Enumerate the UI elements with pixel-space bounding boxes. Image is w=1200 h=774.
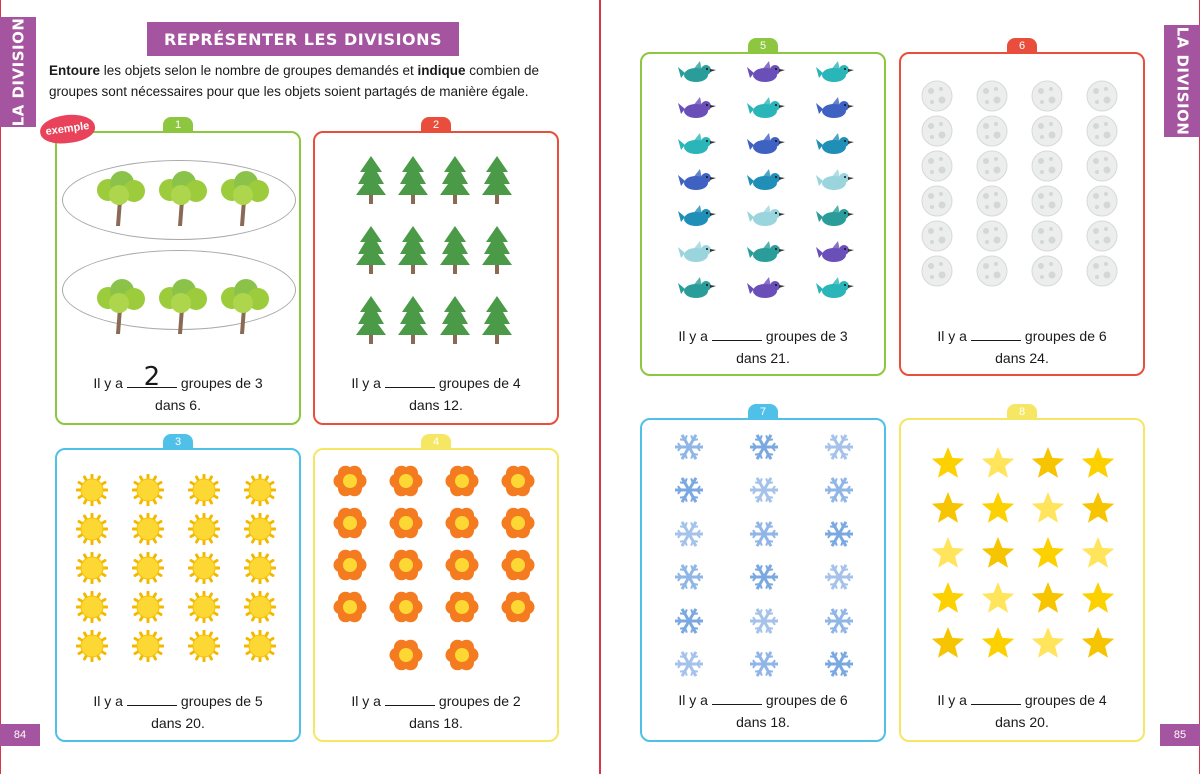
instruction-bold-indique: indique	[417, 63, 466, 78]
snowflake-icon	[823, 648, 855, 685]
moon-icon	[920, 114, 954, 153]
sun-icon	[76, 630, 108, 667]
snowflake-icon	[748, 648, 780, 685]
flower-icon	[333, 590, 367, 629]
caption-prefix: Il y a	[93, 375, 123, 391]
snowflake-icon	[823, 431, 855, 468]
flower-icon	[445, 506, 479, 545]
star-icon	[1080, 445, 1116, 486]
exercise-caption	[306, 690, 566, 734]
snowflake-icon	[823, 561, 855, 598]
snowflake-icon	[673, 474, 705, 511]
pine-tree-icon	[356, 294, 386, 349]
star-icon	[980, 445, 1016, 486]
snowflake-icon	[823, 605, 855, 642]
star-icon	[1080, 625, 1116, 666]
bird-icon	[678, 97, 716, 128]
tree-icon	[92, 170, 148, 231]
exercise-number-badge: 6	[1007, 38, 1037, 54]
exercise-caption	[633, 325, 893, 369]
caption-line-2: dans 20.	[995, 714, 1049, 730]
page-number-right: 85	[1160, 724, 1200, 746]
flower-icon	[445, 548, 479, 587]
tree-icon	[216, 170, 272, 231]
moon-icon	[1085, 149, 1119, 188]
exercise-caption	[48, 362, 308, 416]
pine-tree-icon	[398, 224, 428, 279]
exercise-number-badge: 7	[748, 404, 778, 420]
flower-icon	[333, 548, 367, 587]
moon-icon	[975, 79, 1009, 118]
flower-icon	[445, 464, 479, 503]
answer-blank[interactable]	[712, 327, 762, 341]
moon-icon	[975, 219, 1009, 258]
flower-icon	[389, 506, 423, 545]
star-icon	[930, 580, 966, 621]
snowflake-icon	[673, 648, 705, 685]
star-icon	[1030, 625, 1066, 666]
bird-icon	[816, 205, 854, 236]
exercise-caption	[633, 689, 893, 733]
pine-tree-icon	[482, 154, 512, 209]
caption-suffix: groupes de 3	[180, 375, 263, 391]
tree-icon	[154, 278, 210, 339]
side-tab-left	[0, 17, 36, 127]
answer-blank[interactable]	[385, 692, 435, 706]
snowflake-icon	[748, 605, 780, 642]
exercise-number-badge: 5	[748, 38, 778, 54]
flower-icon	[333, 464, 367, 503]
moon-icon	[1030, 254, 1064, 293]
star-icon	[930, 445, 966, 486]
moon-icon	[1030, 114, 1064, 153]
caption-suffix: groupes de 5	[180, 693, 263, 709]
star-icon	[980, 625, 1016, 666]
moon-icon	[975, 184, 1009, 223]
pine-tree-icon	[440, 224, 470, 279]
tree-icon	[216, 278, 272, 339]
caption-line-2: dans 6.	[155, 397, 201, 413]
bird-icon	[747, 97, 785, 128]
side-tab-label: LA DIVISION	[1173, 26, 1191, 136]
exercise-number-badge: 4	[421, 434, 451, 450]
caption-line-2: dans 18.	[409, 715, 463, 731]
snowflake-icon	[748, 431, 780, 468]
bird-icon	[816, 277, 854, 308]
bird-icon	[678, 205, 716, 236]
instructions	[49, 60, 589, 102]
pine-tree-icon	[398, 294, 428, 349]
sun-icon	[244, 474, 276, 511]
sun-icon	[132, 513, 164, 550]
caption-line-1	[306, 690, 566, 712]
caption-prefix: Il y a	[351, 693, 381, 709]
moon-icon	[975, 254, 1009, 293]
moon-icon	[920, 149, 954, 188]
sun-icon	[76, 513, 108, 550]
bird-icon	[816, 241, 854, 272]
answer-blank[interactable]	[127, 692, 177, 706]
exercise-number-badge: 1	[163, 117, 193, 133]
snowflake-icon	[673, 518, 705, 555]
moon-icon	[1030, 149, 1064, 188]
bird-icon	[747, 205, 785, 236]
flower-icon	[501, 590, 535, 629]
caption-prefix: Il y a	[93, 693, 123, 709]
moon-icon	[1030, 219, 1064, 258]
book-spine	[599, 0, 601, 774]
bird-icon	[678, 277, 716, 308]
pine-tree-icon	[482, 224, 512, 279]
caption-line-1	[633, 325, 893, 347]
snowflake-icon	[823, 474, 855, 511]
sun-icon	[244, 513, 276, 550]
answer-blank[interactable]	[971, 691, 1021, 705]
sun-icon	[188, 552, 220, 589]
bird-icon	[678, 61, 716, 92]
moon-icon	[1085, 184, 1119, 223]
sun-icon	[244, 552, 276, 589]
caption-line-1	[892, 325, 1152, 347]
star-icon	[1030, 445, 1066, 486]
caption-line-1	[306, 372, 566, 394]
moon-icon	[1085, 79, 1119, 118]
caption-suffix: groupes de 4	[1024, 692, 1107, 708]
pine-tree-icon	[398, 154, 428, 209]
sun-icon	[132, 630, 164, 667]
star-icon	[980, 490, 1016, 531]
answer-value: 2	[143, 362, 161, 392]
bird-icon	[678, 241, 716, 272]
flower-icon	[501, 548, 535, 587]
caption-line-2: dans 21.	[736, 350, 790, 366]
star-icon	[1080, 580, 1116, 621]
moon-icon	[1085, 114, 1119, 153]
caption-line-2: dans 20.	[151, 715, 205, 731]
bird-icon	[747, 61, 785, 92]
bird-icon	[678, 133, 716, 164]
star-icon	[1080, 535, 1116, 576]
caption-prefix: Il y a	[351, 375, 381, 391]
answer-blank[interactable]	[385, 374, 435, 388]
bird-icon	[816, 169, 854, 200]
flower-icon	[501, 464, 535, 503]
bird-icon	[747, 133, 785, 164]
caption-suffix: groupes de 6	[765, 692, 848, 708]
moon-icon	[975, 114, 1009, 153]
snowflake-icon	[673, 561, 705, 598]
pine-tree-icon	[440, 154, 470, 209]
caption-line-2: dans 24.	[995, 350, 1049, 366]
exercise-caption	[892, 325, 1152, 369]
instruction-text: les objets selon le nombre de groupes demandés et	[100, 63, 418, 78]
tree-icon	[154, 170, 210, 231]
moon-icon	[1030, 79, 1064, 118]
snowflake-icon	[748, 561, 780, 598]
moon-icon	[1030, 184, 1064, 223]
star-icon	[930, 625, 966, 666]
bird-icon	[816, 133, 854, 164]
bird-icon	[747, 169, 785, 200]
sun-icon	[132, 552, 164, 589]
caption-suffix: groupes de 6	[1024, 328, 1107, 344]
caption-prefix: Il y a	[678, 692, 708, 708]
pine-tree-icon	[356, 154, 386, 209]
moon-icon	[920, 254, 954, 293]
star-icon	[930, 490, 966, 531]
exercise-caption	[48, 690, 308, 734]
example-badge: exemple	[38, 111, 96, 146]
sun-icon	[188, 630, 220, 667]
caption-line-2: dans 18.	[736, 714, 790, 730]
caption-line-1	[633, 689, 893, 711]
sun-icon	[132, 591, 164, 628]
star-icon	[930, 535, 966, 576]
moon-icon	[975, 149, 1009, 188]
caption-line-1	[892, 689, 1152, 711]
caption-line-2: dans 12.	[409, 397, 463, 413]
instruction-bold-entoure: Entoure	[49, 63, 101, 78]
flower-icon	[389, 638, 423, 677]
exercise-number-badge: 8	[1007, 404, 1037, 420]
sun-icon	[76, 552, 108, 589]
snowflake-icon	[673, 431, 705, 468]
sun-icon	[244, 591, 276, 628]
caption-line-1	[48, 690, 308, 712]
caption-suffix: groupes de 4	[438, 375, 521, 391]
answer-blank[interactable]	[971, 327, 1021, 341]
star-icon	[1030, 580, 1066, 621]
flower-icon	[445, 638, 479, 677]
snowflake-icon	[823, 518, 855, 555]
caption-suffix: groupes de 2	[438, 693, 521, 709]
bird-icon	[816, 61, 854, 92]
answer-blank[interactable]	[712, 691, 762, 705]
flower-icon	[389, 590, 423, 629]
caption-prefix: Il y a	[937, 692, 967, 708]
exercise-number-badge: 3	[163, 434, 193, 450]
flower-icon	[389, 464, 423, 503]
sun-icon	[188, 513, 220, 550]
sun-icon	[76, 591, 108, 628]
tree-icon	[92, 278, 148, 339]
flower-icon	[445, 590, 479, 629]
flower-icon	[333, 506, 367, 545]
pine-tree-icon	[440, 294, 470, 349]
caption-prefix: Il y a	[937, 328, 967, 344]
page-title: REPRÉSENTER LES DIVISIONS	[147, 22, 459, 56]
moon-icon	[920, 79, 954, 118]
pine-tree-icon	[482, 294, 512, 349]
sun-icon	[244, 630, 276, 667]
moon-icon	[1085, 254, 1119, 293]
bird-icon	[678, 169, 716, 200]
exercise-caption	[892, 689, 1152, 733]
page-number-left: 84	[0, 724, 40, 746]
exercise-number-badge: 2	[421, 117, 451, 133]
caption-line-1	[48, 362, 308, 394]
answer-blank[interactable]	[127, 362, 177, 392]
caption-suffix: groupes de 3	[765, 328, 848, 344]
side-tab-label: LA DIVISION	[9, 17, 27, 127]
flower-icon	[501, 506, 535, 545]
moon-icon	[920, 184, 954, 223]
snowflake-icon	[748, 474, 780, 511]
snowflake-icon	[748, 518, 780, 555]
caption-prefix: Il y a	[678, 328, 708, 344]
star-icon	[980, 580, 1016, 621]
moon-icon	[920, 219, 954, 258]
bird-icon	[747, 277, 785, 308]
bird-icon	[747, 241, 785, 272]
instruction-text: combien de groupes sont nécessaires pour que les objets soient partagés de manière égale.	[49, 63, 540, 99]
exercise-caption	[306, 372, 566, 416]
star-icon	[980, 535, 1016, 576]
bird-icon	[816, 97, 854, 128]
side-tab-right	[1164, 25, 1200, 137]
moon-icon	[1085, 219, 1119, 258]
flower-icon	[389, 548, 423, 587]
sun-icon	[188, 474, 220, 511]
sun-icon	[188, 591, 220, 628]
sun-icon	[76, 474, 108, 511]
sun-icon	[132, 474, 164, 511]
star-icon	[1030, 490, 1066, 531]
pine-tree-icon	[356, 224, 386, 279]
star-icon	[1030, 535, 1066, 576]
star-icon	[1080, 490, 1116, 531]
snowflake-icon	[673, 605, 705, 642]
